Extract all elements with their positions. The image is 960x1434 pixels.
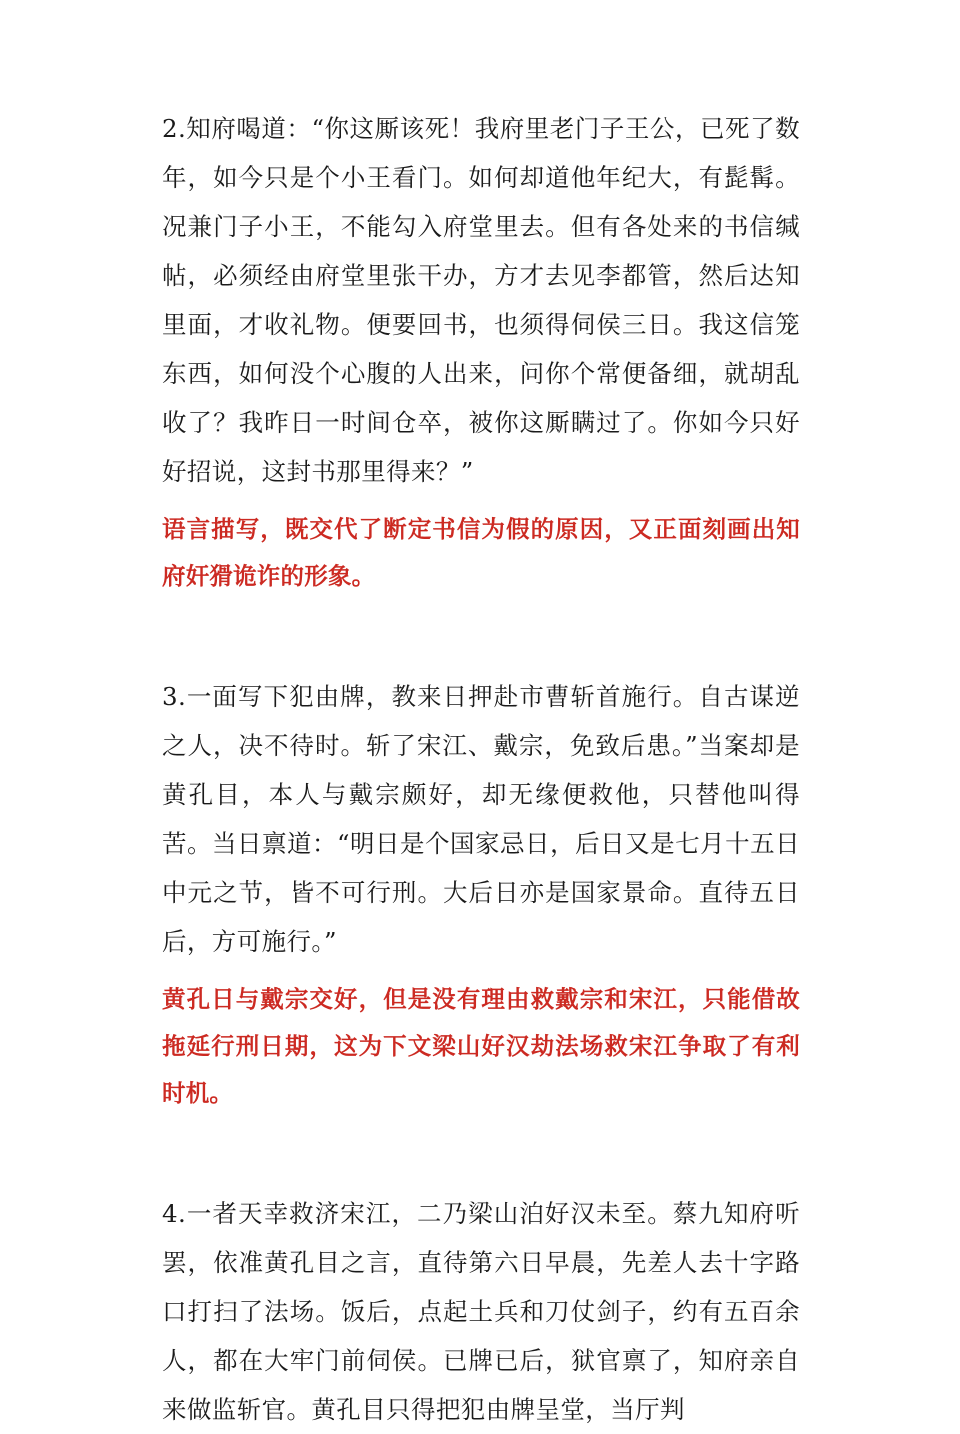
passage-text-2: 2.知府喝道：“你这厮该死！我府里老门子王公，已死了数年，如今只是个小王看门。如何却道他年纪大，有髭髯。况兼门子小王，不能勾入府堂里去。但有各处来的书信缄帖，必须经由府堂里张干办，方才去见李都管，然后达知里面，才收礼物。便要回书，也须得伺侯三日。我这信笼东西，如何没个心腹的人出来，问你个常便备细，就胡乱收了？我昨日一时间仓卒，被你这厮瞒过了。你如今只好好招说，这封书那里得来？” <box>162 114 800 486</box>
spacer-annotation-3 <box>162 966 800 976</box>
passage-text-3: 3.一面写下犯由牌，教来日押赴市曹斩首施行。自古谋逆之人，决不待时。斩了宋江、戴宗，免致后患。”当案却是黄孔目，本人与戴宗颇好，却无缘便救他，只替他叫得苦。当日禀道：“明日是个国家忌日，后日又是七月十五日中元之节，皆不可行刑。大后日亦是国家景命。直待五日后，方可施行。” <box>162 682 800 956</box>
section-item-2 <box>162 104 800 600</box>
passage-text-4: 4.一者天幸救济宋江，二乃梁山泊好汉未至。蔡九知府听罢，依准黄孔目之言，直待第六日早晨，先差人去十字路口打扫了法场。饭后，点起土兵和刀仗剑子，约有五百余人，都在大牢门前伺侯。已牌已后，狱官禀了，知府亲自来做监斩官。黄孔目只得把犯由牌呈堂，当厅判 <box>162 1199 800 1424</box>
section-item-4 <box>162 1189 800 1434</box>
annotation-text-3: 黄孔日与戴宗交好，但是没有理由救戴宗和宋江，只能借故拖延行刑日期，这为下文梁山好汉劫法场救宋江争取了有利时机。 <box>162 985 800 1107</box>
section-item-3 <box>162 672 800 1117</box>
spacer-section-2-3 <box>162 600 800 672</box>
annotation-text-2: 语言描写，既交代了断定书信为假的原因，又正面刻画出知府奸猾诡诈的形象。 <box>162 515 800 590</box>
spacer-section-3-4 <box>162 1117 800 1189</box>
spacer-annotation-2 <box>162 496 800 506</box>
